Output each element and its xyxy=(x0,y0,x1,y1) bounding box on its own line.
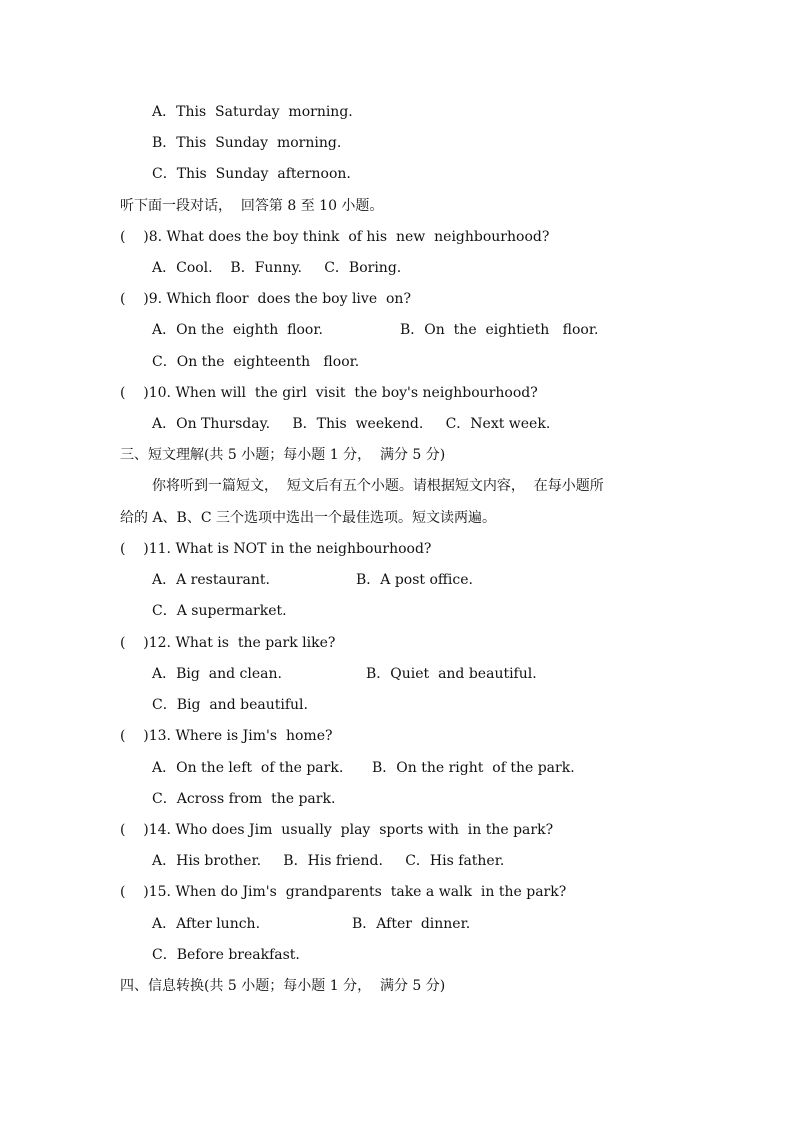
q9-option-a: A．On the eighth floor. xyxy=(152,322,323,338)
q7-option-b: B．This Sunday morning. xyxy=(152,135,342,151)
q10-options: A．On Thursday. B．This weekend. C．Next week. xyxy=(152,416,551,432)
q15-option-c: C．Before breakfast. xyxy=(152,947,300,963)
q13-option-a: A．On the left of the park. xyxy=(152,760,344,776)
q13-stem: ( )13. Where is Jim's home? xyxy=(120,728,333,744)
part3-instruction-line1: 你将听到一篇短文， 短文后有五个小题。请根据短文内容， 在每小题所 xyxy=(152,478,604,494)
q12-option-b: B．Quiet and beautiful. xyxy=(366,666,537,682)
q9-option-b: B．On the eightieth floor. xyxy=(400,322,599,338)
q8-options: A．Cool. B．Funny. C．Boring. xyxy=(152,260,402,276)
q14-stem: ( )14. Who does Jim usually play sports with in the park? xyxy=(120,822,554,838)
q12-option-c: C．Big and beautiful. xyxy=(152,697,308,713)
part4-heading: 四、信息转换(共 5 小题；每小题 1 分， 满分 5 分) xyxy=(120,978,446,994)
part3-heading: 三、短文理解(共 5 小题；每小题 1 分， 满分 5 分) xyxy=(120,447,446,463)
q14-options: A．His brother. B．His friend. C．His father. xyxy=(152,853,505,869)
q15-option-b: B．After dinner. xyxy=(352,916,471,932)
q13-option-c: C．Across from the park. xyxy=(152,791,336,807)
q7-option-a: A．This Saturday morning. xyxy=(152,104,353,120)
q11-option-c: C．A supermarket. xyxy=(152,603,287,619)
q11-option-a: A．A restaurant. xyxy=(152,572,270,588)
q11-option-b: B．A post office. xyxy=(356,572,473,588)
dialogue-instruction: 听下面一段对话， 回答第 8 至 10 小题。 xyxy=(120,198,384,214)
q8-stem: ( )8. What does the boy think of his new neighbourhood? xyxy=(120,229,550,245)
q7-option-c: C．This Sunday afternoon. xyxy=(152,166,351,182)
q9-option-c: C．On the eighteenth floor. xyxy=(152,354,360,370)
q15-stem: ( )15. When do Jim's grandparents take a walk in the park? xyxy=(120,884,567,900)
part3-instruction-line2: 给的 A、B、C 三个选项中选出一个最佳选项。短文读两遍。 xyxy=(120,510,497,526)
q10-stem: ( )10. When will the girl visit the boy's neighbourhood? xyxy=(120,385,538,401)
q11-stem: ( )11. What is NOT in the neighbourhood? xyxy=(120,541,432,557)
q12-option-a: A．Big and clean. xyxy=(152,666,282,682)
q13-option-b: B．On the right of the park. xyxy=(372,760,575,776)
q9-stem: ( )9. Which floor does the boy live on? xyxy=(120,291,411,307)
q12-stem: ( )12. What is the park like? xyxy=(120,635,336,651)
q15-option-a: A．After lunch. xyxy=(152,916,261,932)
